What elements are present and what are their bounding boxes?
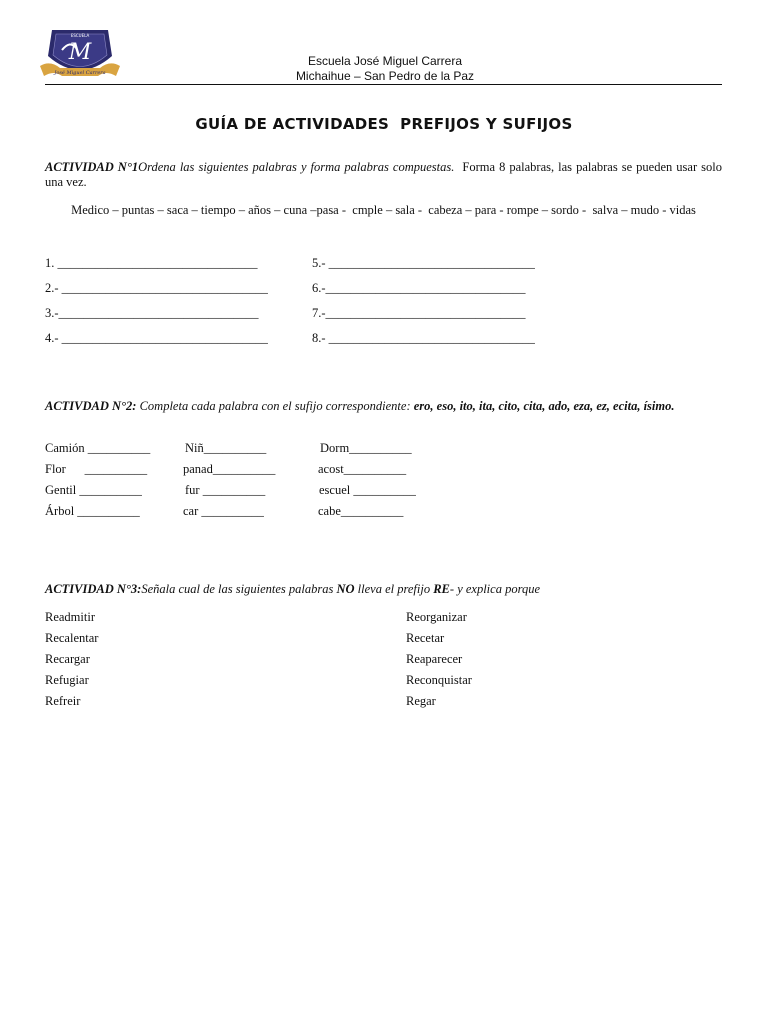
suffix-item-flor[interactable]: Flor __________: [45, 462, 148, 476]
suffix-item-panad[interactable]: panad__________: [183, 462, 276, 476]
activity3-instruction-a: Señala cual de las siguientes palabras: [141, 582, 337, 596]
activity2-label: ACTIVDAD N°2:: [45, 399, 137, 413]
activity3-instruction-b: lleva el prefijo: [354, 582, 434, 596]
page-title: GUÍA DE ACTIVIDADES PREFIJOS Y SUFIJOS: [195, 115, 573, 133]
prefix-word-right-3: Reaparecer: [406, 652, 463, 666]
activity2-instruction: [45, 399, 722, 414]
header-divider: [45, 84, 722, 85]
suffix-item-camion[interactable]: Camión __________: [45, 441, 151, 455]
prefix-word-left-3: Recargar: [45, 652, 90, 666]
prefix-word-right-2: Recetar: [406, 631, 445, 645]
answer-line-2[interactable]: 2.- _________________________________: [45, 281, 268, 295]
prefix-word-right-5: Regar: [406, 694, 436, 708]
activity3-instruction: [45, 582, 722, 597]
answer-line-6[interactable]: 6.-________________________________: [312, 281, 526, 295]
answer-line-7[interactable]: 7.-________________________________: [312, 306, 526, 320]
activity2-suffixes: ero, eso, ito, ita, cito, cita, ado, eza, ez, ecita, ísimo.: [413, 399, 675, 413]
school-logo: [40, 26, 120, 84]
activity2-instruction-text: Completa cada palabra con el sufijo correspondiente:: [136, 399, 414, 413]
activity1-label: ACTIVIDAD N°1: [45, 160, 139, 174]
prefix-word-right-4: Reconquistar: [406, 673, 472, 687]
suffix-item-arbol[interactable]: Árbol __________: [45, 504, 140, 518]
activity1-instruction-text: Ordena las siguientes palabras y forma palabras compuestas.: [138, 160, 455, 174]
suffix-item-fur[interactable]: fur __________: [185, 483, 266, 497]
answer-line-1[interactable]: 1. ________________________________: [45, 256, 258, 270]
suffix-item-nin[interactable]: Niñ__________: [185, 441, 267, 455]
prefix-word-left-4: Refugiar: [45, 673, 89, 687]
answer-line-3[interactable]: 3.-________________________________: [45, 306, 259, 320]
suffix-item-cabe[interactable]: cabe__________: [318, 504, 404, 518]
answer-line-5[interactable]: 5.- _________________________________: [312, 256, 535, 270]
logo-caption: José Miguel Carrera: [54, 70, 106, 76]
suffix-item-acost[interactable]: acost__________: [318, 462, 407, 476]
suffix-item-car[interactable]: car __________: [183, 504, 264, 518]
activity3-instruction-c: - y explica porque: [449, 582, 541, 596]
school-name: Escuela José Miguel Carrera: [307, 54, 463, 68]
activity1-instruction: [45, 160, 726, 190]
school-location: Michaihue – San Pedro de la Paz: [295, 69, 475, 83]
answer-line-8[interactable]: 8.- _________________________________: [312, 331, 535, 345]
logo-caption-top: ESCUELA: [70, 33, 90, 38]
suffix-item-escuel[interactable]: escuel __________: [319, 483, 416, 497]
activity3-label: ACTIVIDAD N°3:: [45, 582, 142, 596]
prefix-word-left-2: Recalentar: [45, 631, 99, 645]
activity1-instruction-rest: Forma 8 palabras, las palabras se pueden usar solo una vez.: [45, 160, 726, 189]
suffix-item-dorm[interactable]: Dorm__________: [320, 441, 412, 455]
activity3-re: RE: [433, 582, 450, 596]
activity3-no: NO: [336, 582, 355, 596]
prefix-word-right-1: Reorganizar: [406, 610, 467, 624]
prefix-word-left-5: Refreir: [45, 694, 81, 708]
activity1-word-list: Medico – puntas – saca – tiempo – años – cuna –pasa - cmple – sala - cabeza – para - rompe – sordo - salva – mudo - vidas: [71, 203, 696, 217]
svg-text:M: M: [68, 40, 92, 65]
suffix-item-gentil[interactable]: Gentil __________: [45, 483, 142, 497]
prefix-word-left-1: Readmitir: [45, 610, 95, 624]
answer-line-4[interactable]: 4.- _________________________________: [45, 331, 268, 345]
